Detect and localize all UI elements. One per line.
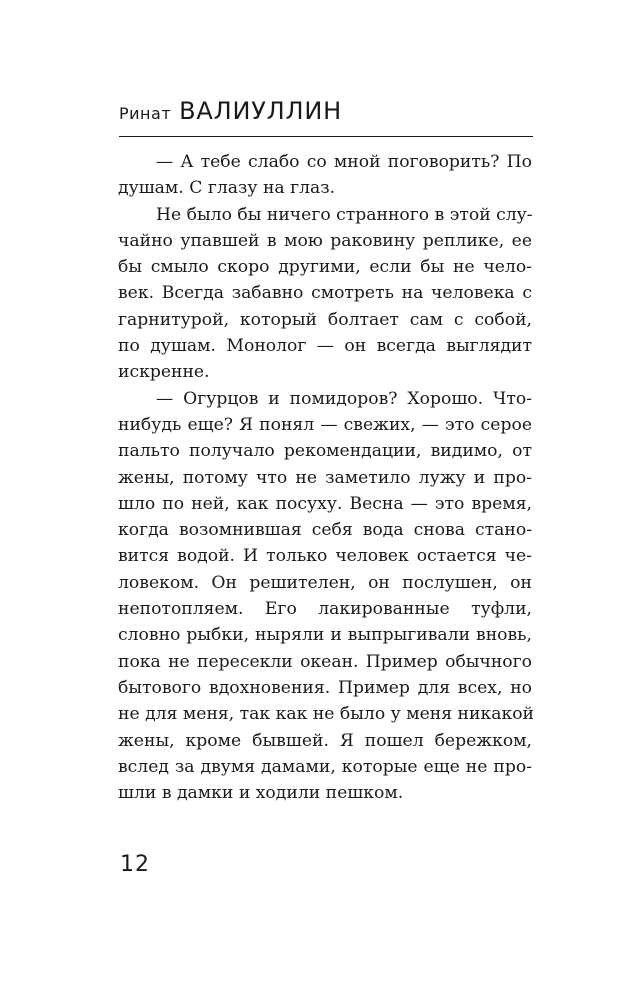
text-line: словно рыбки, ныряли и выпрыгивали вновь, [118,625,532,646]
text-line: жены, кроме бывшей. Я пошел бережком, [118,730,532,751]
text-line: бы смыло скоро другими, если бы не чело- [118,257,532,278]
text-line: вслед за двумя дамами, которые еще не про- [118,756,532,777]
page-number: 12 [120,852,150,877]
text-line: — Огурцов и помидоров? Хорошо. Что- [156,388,532,409]
text-line: ловеком. Он решителен, он послушен, он [118,572,532,593]
paragraph [118,386,532,807]
author-first-name: Ринат [119,104,172,123]
text-line: чайно упавшей в мою раковину реплике, ее [118,230,532,251]
body-text [118,149,532,806]
text-line: Не было бы ничего странного в этой слу- [156,204,533,225]
header-rule [119,136,533,137]
text-line: жены, потому что не заметило лужу и про- [118,467,532,488]
author-name [119,97,342,125]
text-line: искренне. [118,362,210,383]
running-header [119,97,533,137]
text-line: когда возомнившая себя вода снова стано- [118,520,532,541]
paragraph [118,149,532,202]
text-line: вится водой. И только человек остается че- [118,546,532,567]
text-line: бытового вдохновения. Пример для всех, но [118,677,532,698]
text-line: пальто получало рекомендации, видимо, от [118,441,532,462]
text-line: век. Всегда забавно смотреть на человека с [118,283,532,304]
text-line: непотопляем. Его лакированные туфли, [118,599,532,620]
text-line: нибудь еще? Я понял — свежих, — это серое [118,414,532,435]
text-line: шли в дамки и ходили пешком. [118,783,404,804]
text-line: душам. С глазу на глаз. [118,178,336,199]
text-line: пока не пересекли океан. Пример обычного [118,651,532,672]
paragraph [118,202,532,386]
text-line: не для меня, так как не было у меня никакой [118,704,534,725]
text-line: — А тебе слабо со мной поговорить? По [156,152,532,172]
text-line: гарнитурой, который болтает сам с собой, [118,309,532,330]
text-line: по душам. Монолог — он всегда выглядит [118,336,532,357]
text-line: шло по ней, как посуху. Весна — это время, [118,493,532,514]
author-last-name: ВАЛИУЛЛИН [179,97,342,125]
